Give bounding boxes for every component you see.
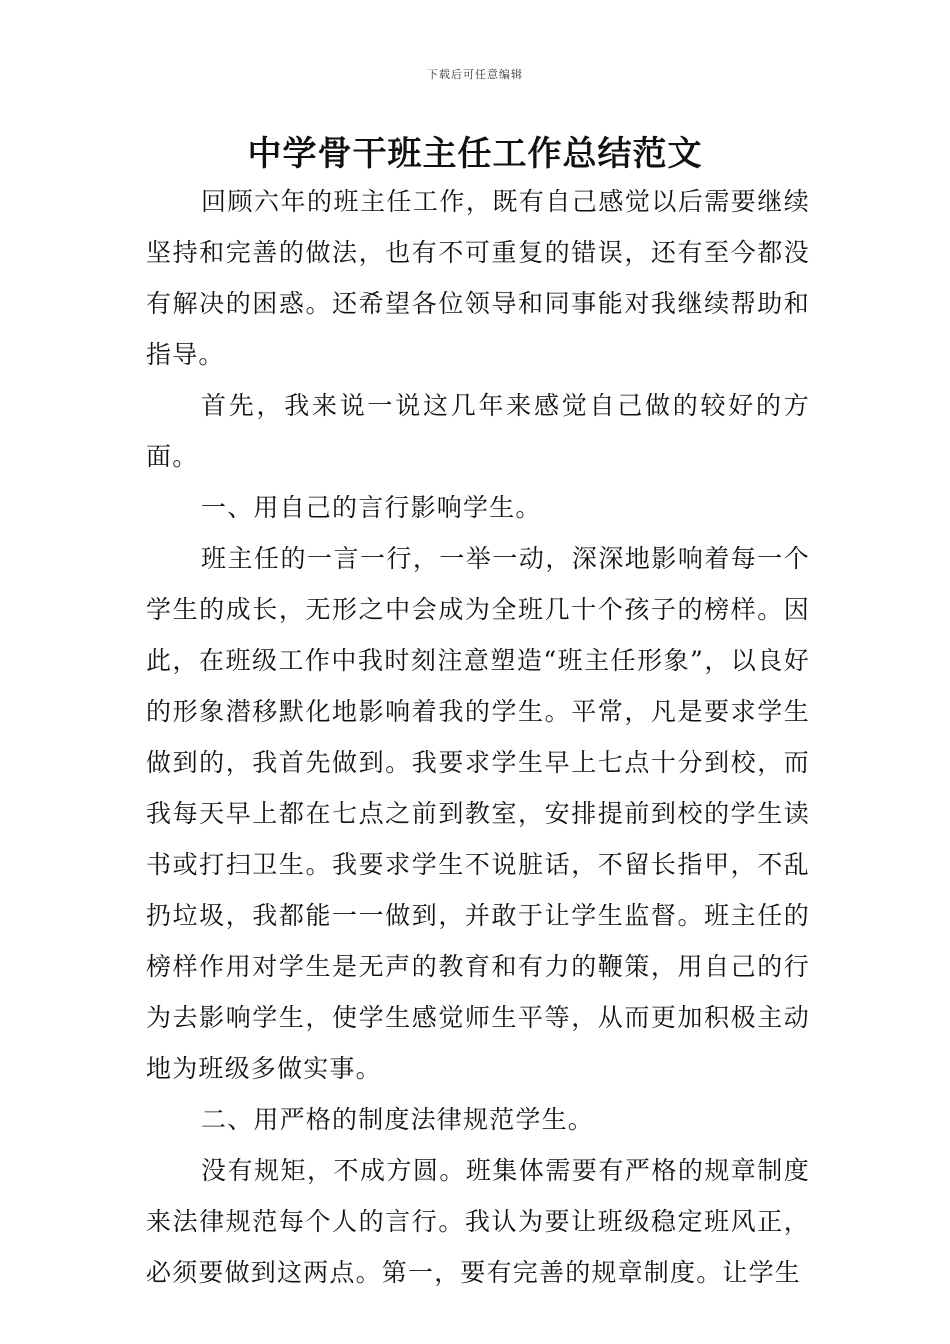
section-heading-1: 一、用自己的言行影响学生。	[201, 493, 542, 522]
paragraph-first-aspect: 首先，我来说一说这几年来感觉自己做的较好的方面。	[146, 391, 810, 471]
paragraph-rules: 没有规矩，不成方圆。班集体需要有严格的规章制度来法律规范每个人的言行。我认为要让班级稳定班风正，必须要做到这两点。第一，要有完善的规章制度。让学生	[146, 1156, 810, 1287]
paragraph-role-model: 班主任的一言一行，一举一动，深深地影响着每一个学生的成长，无形之中会成为全班几十个孩子的榜样。因此，在班级工作中我时刻注意塑造“班主任形象”，以良好的形象潜移默化地影响着我的学生。平常，凡是要求学生做到的，我首先做到。我要求学生早上七点十分到校，而我每天早上都在七点之前到教室，安排提前到校的学生读书或打扫卫生。我要求学生不说脏话，不留长指甲，不乱扔垃圾，我都能一一做到，并敢于让学生监督。班主任的榜样作用对学生是无声的教育和有力的鞭策，用自己的行为去影响学生，使学生感觉师生平等，从而更加积极主动地为班级多做实事。	[146, 544, 810, 1083]
document-title: 中学骨干班主任工作总结范文	[247, 134, 703, 174]
header-note: 下载后可任意编辑	[427, 68, 523, 81]
section-heading-2: 二、用严格的制度法律规范学生。	[201, 1105, 595, 1134]
paragraph-intro: 回顾六年的班主任工作，既有自己感觉以后需要继续坚持和完善的做法，也有不可重复的错误，还有至今都没有解决的困惑。还希望各位领导和同事能对我继续帮助和指导。	[146, 187, 810, 369]
document-body	[146, 176, 810, 1298]
